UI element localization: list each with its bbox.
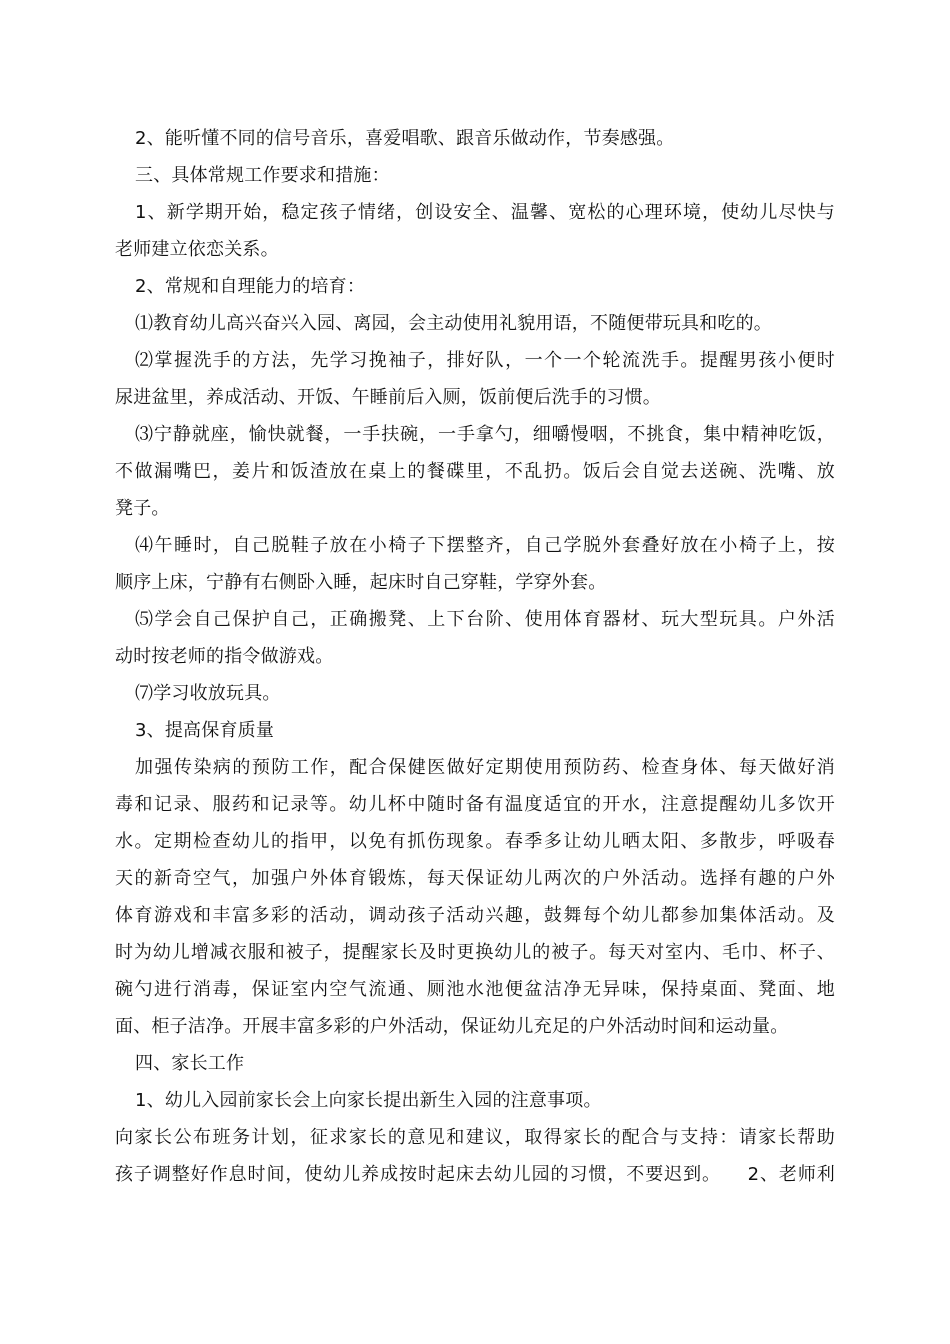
- text-line-14: ⑸学会自己保护自己，正确搬凳、上下台阶、使用体育器材、玩大型玩具。户外活: [135, 609, 835, 630]
- text-line-13: 顺序上床，宁静有右侧卧入睡，起床时自己穿鞋，学穿外套。: [115, 572, 607, 593]
- text-line-4: 老师建立依恋关系。: [115, 239, 279, 260]
- subheading-routine: 2、常规和自理能力的培育：: [135, 276, 366, 297]
- text-line-24: 碗勺进行消毒，保证室内空气流通、厕池水池便盆洁净无异味，保持桌面、凳面、地: [115, 979, 835, 1000]
- text-line-10: 不做漏嘴巴，姜片和饭渣放在桌上的餐碟里，不乱扔。饭后会自觉去送碗、洗嘴、放: [115, 461, 835, 482]
- text-line-25: 面、柜子洁净。开展丰富多彩的户外活动，保证幼儿充足的户外活动时间和运动量。: [115, 1016, 789, 1037]
- text-line-11: 凳子。: [115, 498, 170, 519]
- text-line-8: 尿进盆里，养成活动、开饭、午睡前后入厕，饭前便后洗手的习惯。: [115, 387, 661, 408]
- subheading-care-quality: 3、提高保育质量: [135, 720, 275, 741]
- section-heading-4: 四、家长工作: [135, 1053, 245, 1074]
- text-line-28: 向家长公布班务计划，征求家长的意见和建议，取得家长的配合与支持：请家长帮助: [115, 1127, 835, 1148]
- text-line-1: 2、能听懂不同的信号音乐，喜爱唱歌、跟音乐做动作，节奏感强。: [135, 128, 675, 149]
- text-line-16: ⑺学习收放玩具。: [135, 683, 281, 704]
- text-line-7: ⑵掌握洗手的方法，先学习挽袖子，排好队，一个一个轮流洗手。提醒男孩小便时: [135, 350, 835, 371]
- text-line-20: 水。定期检查幼儿的指甲，以免有抓伤现象。春季多让幼儿晒太阳、多散步，呼吸春: [115, 831, 835, 852]
- text-line-18: 加强传染病的预防工作，配合保健医做好定期使用预防药、检查身体、每天做好消: [135, 757, 835, 778]
- text-line-6: ⑴教育幼儿高兴奋兴入园、离园，会主动使用礼貌用语，不随便带玩具和吃的。: [135, 313, 772, 334]
- text-line-19: 毒和记录、服药和记录等。幼儿杯中随时备有温度适宜的开水，注意提醒幼儿多饮开: [115, 794, 835, 815]
- text-line-22: 体育游戏和丰富多彩的活动，调动孩子活动兴趣，鼓舞每个幼儿都参加集体活动。及: [115, 905, 835, 926]
- text-line-27: 1、幼儿入园前家长会上向家长提出新生入园的注意事项。: [135, 1090, 602, 1111]
- text-line-12: ⑷午睡时，自己脱鞋子放在小椅子下摆整齐，自己学脱外套叠好放在小椅子上，按: [135, 535, 835, 556]
- text-line-15: 动时按老师的指令做游戏。: [115, 646, 334, 667]
- document-body: [115, 120, 835, 1193]
- text-line-23: 时为幼儿增减衣服和被子，提醒家长及时更换幼儿的被子。每天对室内、毛巾、杯子、: [115, 942, 835, 963]
- text-line-3: 1、新学期开始，稳定孩子情绪，创设安全、温馨、宽松的心理环境，使幼儿尽快与: [135, 202, 835, 223]
- text-line-9: ⑶宁静就座，愉快就餐，一手扶碗，一手拿勺，细嚼慢咽，不挑食，集中精神吃饭，: [135, 424, 835, 445]
- text-line-29: 孩子调整好作息时间，使幼儿养成按时起床去幼儿园的习惯，不要迟到。 2、老师利: [115, 1164, 835, 1185]
- section-heading-3: 三、具体常规工作要求和措施：: [135, 165, 390, 186]
- text-line-21: 天的新奇空气，加强户外体育锻炼，每天保证幼儿两次的户外活动。选择有趣的户外: [115, 868, 835, 889]
